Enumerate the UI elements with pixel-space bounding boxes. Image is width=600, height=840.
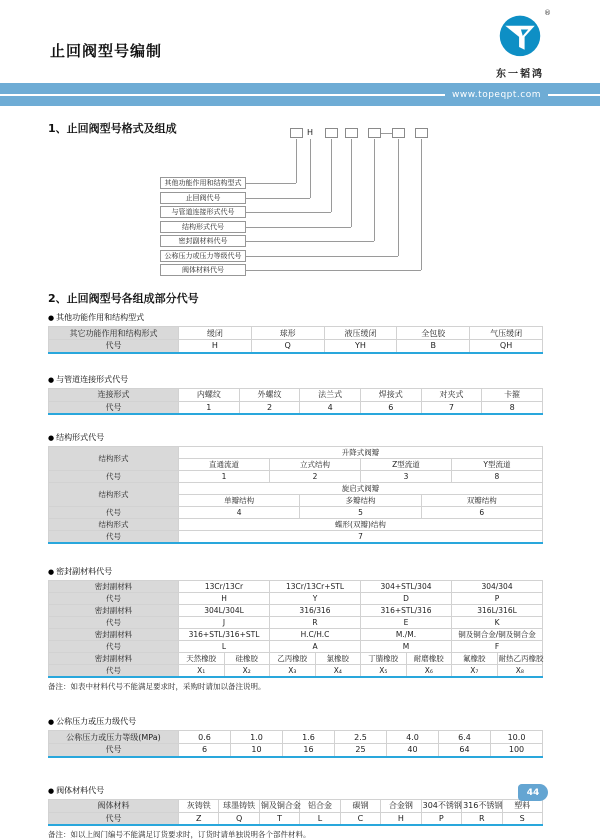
code-box	[345, 128, 358, 138]
table-row	[49, 327, 543, 340]
table-row	[49, 744, 543, 757]
code-cell: M./M.	[361, 629, 452, 641]
leader-line-horizontal	[246, 270, 421, 271]
leader-line-vertical	[398, 139, 399, 256]
table-row	[49, 629, 543, 641]
code-cell: L	[300, 812, 340, 825]
code-cell: 氯橡胶	[315, 653, 361, 665]
code-cell: 40	[387, 744, 439, 757]
code-cell: 天然橡胶	[179, 653, 225, 665]
code-cell: 球形	[251, 327, 324, 340]
table-row	[49, 507, 543, 519]
table-block	[48, 785, 542, 840]
registered-trademark-icon: ®	[544, 9, 551, 17]
table-row	[49, 653, 543, 665]
code-cell: X₅	[361, 665, 407, 678]
code-cell: 304+STL/304	[361, 581, 452, 593]
code-cell: 双瓣结构	[421, 495, 542, 507]
leader-line-horizontal	[246, 183, 296, 184]
code-cell: 7	[179, 531, 543, 544]
code-cell: Q	[251, 340, 324, 353]
diagram-label: 结构形式代号	[160, 221, 246, 233]
code-cell: 内螺纹	[179, 388, 240, 401]
code-cell: K	[452, 617, 543, 629]
code-cell: 焊接式	[360, 388, 421, 401]
bullet-icon: ●	[48, 568, 54, 576]
code-cell: 直通流道	[179, 459, 270, 471]
row-label-cell: 代号	[49, 401, 179, 414]
table-row	[49, 531, 543, 544]
row-label-cell: 代号	[49, 593, 179, 605]
code-cell: 1.6	[283, 731, 335, 744]
code-cell: Q	[219, 812, 259, 825]
code-table	[48, 580, 543, 678]
code-cell: 10	[231, 744, 283, 757]
row-label-cell: 密封副材料	[49, 629, 179, 641]
code-cell: 气压缓闭	[470, 327, 543, 340]
diagram-label: 其他功能作用和结构型式	[160, 177, 246, 189]
code-cell: Y型流道	[451, 459, 542, 471]
row-label-cell: 密封副材料	[49, 653, 179, 665]
code-cell: 16	[283, 744, 335, 757]
leader-line-vertical	[421, 139, 422, 270]
code-cell: 2	[269, 471, 360, 483]
code-cell: 6	[360, 401, 421, 414]
table-row	[49, 483, 543, 495]
code-cell: 旋启式阀瓣	[179, 483, 543, 495]
table-row	[49, 641, 543, 653]
connector-line	[381, 133, 392, 134]
code-cell: 立式结构	[269, 459, 360, 471]
leader-line-horizontal	[246, 198, 310, 199]
code-cell: 塑料	[502, 799, 542, 812]
code-cell: 6	[421, 507, 542, 519]
code-cell: 25	[335, 744, 387, 757]
table-row	[49, 519, 543, 531]
table-row	[49, 812, 543, 825]
code-cell: 丁腈橡胶	[361, 653, 407, 665]
code-cell: 2	[239, 401, 300, 414]
code-cell: R	[270, 617, 361, 629]
diagram-label: 阀体材料代号	[160, 264, 246, 276]
code-cell: X₇	[452, 665, 498, 678]
code-cell: 316/316	[270, 605, 361, 617]
brand-logo	[490, 12, 550, 80]
code-table	[48, 730, 543, 758]
row-label-cell: 代号	[49, 340, 179, 353]
row-label-cell: 密封副材料	[49, 581, 179, 593]
table-row	[49, 340, 543, 353]
banner-rule	[548, 94, 600, 96]
code-cell: R	[462, 812, 502, 825]
code-cell: 316不锈钢	[462, 799, 502, 812]
leader-line-horizontal	[246, 256, 398, 257]
row-label-cell: 代号	[49, 531, 179, 544]
row-label-cell: 公称压力或压力等级(MPa)	[49, 731, 179, 744]
table-row	[49, 401, 543, 414]
code-cell: H	[179, 340, 252, 353]
code-cell: T	[259, 812, 299, 825]
code-table	[48, 446, 543, 544]
code-cell: 4	[300, 401, 361, 414]
code-cell: Z型流道	[360, 459, 451, 471]
code-cell: 1.0	[231, 731, 283, 744]
code-cell: B	[397, 340, 470, 353]
page-number-badge: 44	[518, 784, 548, 801]
code-cell: 64	[439, 744, 491, 757]
code-cell: 316+STL/316	[361, 605, 452, 617]
code-cell: 硅橡胶	[224, 653, 270, 665]
code-cell: 1	[179, 401, 240, 414]
code-cell: 304不锈钢	[421, 799, 461, 812]
code-cell: X₂	[224, 665, 270, 678]
code-cell: C	[340, 812, 380, 825]
code-cell: 液压缓闭	[324, 327, 397, 340]
code-cell: X₄	[315, 665, 361, 678]
table-block	[48, 312, 542, 354]
code-cell: 100	[491, 744, 543, 757]
code-cell: H	[381, 812, 421, 825]
code-cell: 合金钢	[381, 799, 421, 812]
code-cell: 4	[179, 507, 300, 519]
code-cell: 灰铸铁	[179, 799, 219, 812]
leader-line-horizontal	[246, 241, 374, 242]
row-label-cell: 连接形式	[49, 388, 179, 401]
table-block	[48, 432, 542, 544]
brand-name: 东一韬鸿	[490, 65, 550, 80]
leader-line-vertical	[331, 139, 332, 212]
page-title: 止回阀型号编制	[50, 40, 162, 61]
table-row	[49, 593, 543, 605]
leader-line-horizontal	[246, 212, 331, 213]
leader-line-vertical	[296, 139, 297, 183]
code-cell: 8	[482, 401, 543, 414]
table-row	[49, 581, 543, 593]
code-cell: E	[361, 617, 452, 629]
row-label-cell: 代号	[49, 507, 179, 519]
code-cell: 铝合金	[300, 799, 340, 812]
row-label-cell: 代号	[49, 812, 179, 825]
code-table	[48, 326, 543, 354]
leader-line-horizontal	[246, 227, 351, 228]
code-cell: QH	[470, 340, 543, 353]
code-cell: Z	[179, 812, 219, 825]
diagram-label: 公称压力或压力等级代号	[160, 250, 246, 262]
code-table	[48, 799, 543, 827]
table-section-title: ● 其他功能作用和结构型式	[48, 312, 542, 323]
code-cell: 球墨铸铁	[219, 799, 259, 812]
code-cell: Y	[270, 593, 361, 605]
table-row	[49, 471, 543, 483]
code-cell: 5	[300, 507, 421, 519]
code-cell: 多瓣结构	[300, 495, 421, 507]
diagram-label: 止回阀代号	[160, 192, 246, 204]
code-cell: X₃	[270, 665, 316, 678]
code-box	[325, 128, 338, 138]
code-cell: X₆	[406, 665, 452, 678]
code-cell: 乙丙橡胶	[270, 653, 316, 665]
code-cell: 13Cr/13Cr	[179, 581, 270, 593]
table-row	[49, 731, 543, 744]
code-cell: 316+STL/316+STL	[179, 629, 270, 641]
row-label-cell: 代号	[49, 665, 179, 678]
code-cell: 0.6	[179, 731, 231, 744]
bullet-icon: ●	[48, 787, 54, 795]
code-cell: 升降式阀瓣	[179, 447, 543, 459]
code-cell: 304/304	[452, 581, 543, 593]
code-cell: 8	[451, 471, 542, 483]
table-row	[49, 617, 543, 629]
code-cell: 全包胶	[397, 327, 470, 340]
code-cell: J	[179, 617, 270, 629]
table-section-title: ● 密封副材料代号	[48, 566, 542, 577]
table-note: 备注：如表中材料代号不能满足要求时，采购时请加以备注说明。	[48, 681, 542, 692]
table-row	[49, 665, 543, 678]
code-cell: D	[361, 593, 452, 605]
row-label-cell: 阀体材料	[49, 799, 179, 812]
valve-type-code-letter: H	[303, 128, 317, 137]
model-code-diagram	[0, 106, 600, 282]
section1-heading: 1、止回阀型号格式及组成	[48, 120, 177, 136]
row-label-cell: 其它功能作用和结构形式	[49, 327, 179, 340]
page-header	[0, 0, 600, 83]
row-label-cell: 代号	[49, 617, 179, 629]
code-cell: 3	[360, 471, 451, 483]
code-cell: S	[502, 812, 542, 825]
code-cell: 蝶形(双瓣)结构	[179, 519, 543, 531]
code-cell: A	[270, 641, 361, 653]
code-cell: YH	[324, 340, 397, 353]
table-block	[48, 716, 542, 758]
code-cell: 碳钢	[340, 799, 380, 812]
code-cell: M	[361, 641, 452, 653]
row-label-cell: 结构形式	[49, 483, 179, 507]
code-cell: 氟橡胶	[452, 653, 498, 665]
table-row	[49, 388, 543, 401]
code-cell: 耐磨橡胶	[406, 653, 452, 665]
code-cell: H.C/H.C	[270, 629, 361, 641]
code-cell: H	[179, 593, 270, 605]
code-cell: 7	[421, 401, 482, 414]
table-row	[49, 799, 543, 812]
code-cell: 缓闭	[179, 327, 252, 340]
row-label-cell: 代号	[49, 471, 179, 483]
row-label-cell: 密封副材料	[49, 605, 179, 617]
code-cell: 单瓣结构	[179, 495, 300, 507]
leader-line-vertical	[374, 139, 375, 241]
banner-rule	[0, 94, 445, 96]
code-cell: 卡箍	[482, 388, 543, 401]
diagram-label: 密封副材料代号	[160, 235, 246, 247]
code-cell: 4.0	[387, 731, 439, 744]
code-table	[48, 388, 543, 416]
code-cell: 铜及铜合金/铜及铜合金	[452, 629, 543, 641]
bullet-icon: ●	[48, 376, 54, 384]
code-cell: 10.0	[491, 731, 543, 744]
code-cell: 316L/316L	[452, 605, 543, 617]
row-label-cell: 结构形式	[49, 519, 179, 531]
table-section-title: ● 结构形式代号	[48, 432, 542, 443]
code-cell: 304L/304L	[179, 605, 270, 617]
table-note: 备注：如以上阀门编号不能满足订货要求时，订货时请单独说明各个部件材料。	[48, 829, 542, 840]
section2-heading: 2、止回阀型号各组成部分代号	[48, 290, 600, 306]
code-cell: 1	[179, 471, 270, 483]
bullet-icon: ●	[48, 718, 54, 726]
code-cell: 2.5	[335, 731, 387, 744]
code-cell: L	[179, 641, 270, 653]
code-cell: P	[452, 593, 543, 605]
table-row	[49, 447, 543, 459]
table-block	[48, 566, 542, 692]
leader-line-vertical	[351, 139, 352, 227]
row-label-cell: 结构形式	[49, 447, 179, 471]
code-cell: X₁	[179, 665, 225, 678]
bullet-icon: ●	[48, 434, 54, 442]
code-cell: P	[421, 812, 461, 825]
leader-line-vertical	[310, 139, 311, 198]
website-url: www.topeqpt.com	[452, 90, 541, 100]
table-section-title: ● 公称压力或压力级代号	[48, 716, 542, 727]
table-section-title: ● 与管道连接形式代号	[48, 374, 542, 385]
code-box	[368, 128, 381, 138]
code-box	[290, 128, 303, 138]
code-cell: 铜及铜合金	[259, 799, 299, 812]
row-label-cell: 代号	[49, 641, 179, 653]
code-box	[415, 128, 428, 138]
code-box	[392, 128, 405, 138]
code-cell: 耐热乙丙橡胶	[497, 653, 543, 665]
table-section-title: ● 阀体材料代号	[48, 785, 542, 796]
code-cell: X₈	[497, 665, 543, 678]
code-cell: 法兰式	[300, 388, 361, 401]
table-row	[49, 605, 543, 617]
code-cell: 对夹式	[421, 388, 482, 401]
code-tables	[0, 312, 600, 840]
table-block	[48, 374, 542, 416]
bullet-icon: ●	[48, 314, 54, 322]
row-label-cell: 代号	[49, 744, 179, 757]
diagram-label: 与管道连接形式代号	[160, 206, 246, 218]
code-cell: 13Cr/13Cr+STL	[270, 581, 361, 593]
code-cell: 6.4	[439, 731, 491, 744]
code-cell: 6	[179, 744, 231, 757]
code-cell: F	[452, 641, 543, 653]
code-cell: 外螺纹	[239, 388, 300, 401]
banner	[0, 83, 600, 106]
valve-logo-icon	[497, 12, 543, 58]
